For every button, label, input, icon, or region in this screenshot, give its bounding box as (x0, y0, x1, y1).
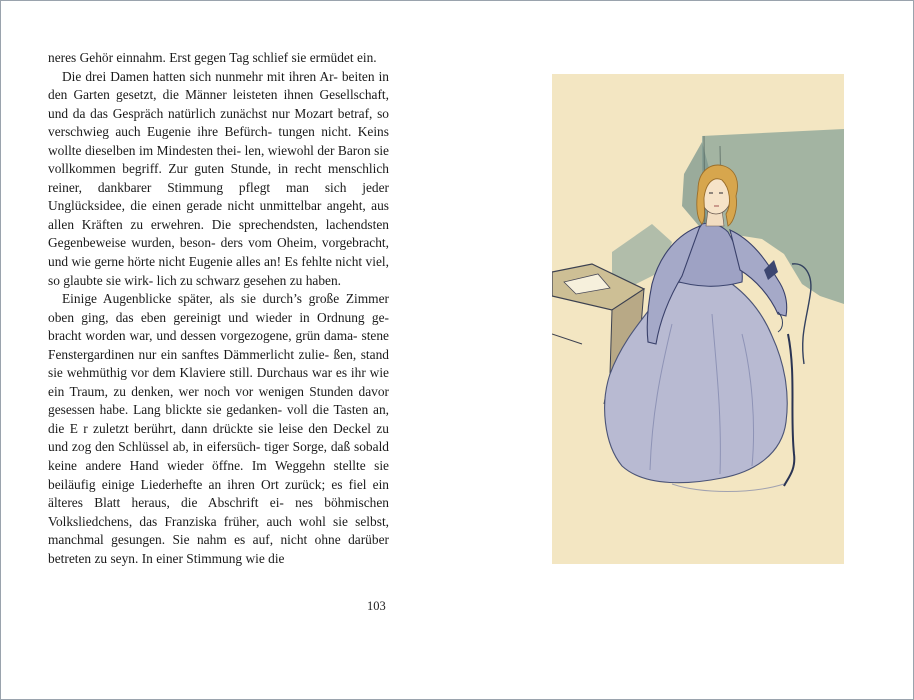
text-line: wohl sie selbst, manchmal gesungen. Sie nahm es auf, nicht (48, 513, 390, 548)
text-line: Stunden davor gesessen habe. Lang blickte sie gedanken- (48, 383, 389, 418)
text-line: bracht worden war, und dessen vorgezogene, grün dama- (48, 328, 358, 344)
desk-leg (552, 334, 610, 404)
text-line: Ort zurück; es fiel ein älteres Blatt heraus, die Abschrift ei- (48, 476, 390, 511)
text-line: Die drei Damen hatten sich nunmehr mit ihren Ar- (62, 68, 338, 84)
paragraph (48, 49, 389, 68)
text-line: Eugenie alles an! Es fehlte nicht viel, so glaubte sie wirk- (48, 254, 389, 288)
text-line: beiten in den Garten gesetzt, die Männer leisteten ihnen (48, 68, 389, 103)
woman-in-dress-illustration (552, 74, 844, 564)
text-line: ein. (356, 50, 377, 65)
text-line: sprechendsten, lachendsten Gegenbeweise wurden, beson- (48, 216, 389, 251)
text-line: pflegt man sich jeder Unglücksidee, die einen gerade nicht (48, 179, 389, 214)
floor-shadow (672, 484, 784, 492)
text-line: tungen nicht. Keins wollte dieselben im Mindesten thei- (48, 124, 389, 158)
text-line: Gesellschaft, und da das Gespräch natürlich zunächst nur (48, 87, 389, 121)
paragraph (48, 290, 389, 568)
text-line: oben ging, das eben gereinigt und wieder in Ordnung ge- (48, 309, 389, 325)
text-line: Mozart betraf, so verschwieg auch Eugenie ihre Befürch- (48, 105, 389, 140)
text-line: tiger Sorge, daß sobald keine andere Hand wieder öffne. Im (48, 439, 389, 474)
text-line: leise den Deckel zu und zog den Schlüssel ab, in eifersüch- (48, 420, 389, 455)
text-line: ders vom Oheim, vorgebracht, und wie gerne hörte nicht (48, 235, 389, 270)
text-line: voll die Tasten an, die E r zuletzt berührt, dann drückte sie (48, 402, 389, 436)
text-line: war es ihr wie ein Traum, zu denken, wer noch vor wenigen (48, 365, 389, 399)
text-line: len, wiewohl der Baron sie vollkommen begriff. Zur guten (48, 142, 389, 177)
text-line: unmittelbar angeht, aus allen Kräften zu erwehren. Die (48, 198, 389, 232)
text-line: Weggehn stellte sie beiläufig einige Liederhefte an ihren (48, 458, 389, 492)
text-line: neres Gehör einnahm. Erst gegen Tag schlief sie ermüdet (48, 50, 354, 65)
illustration-plate (552, 74, 844, 564)
text-line: ßen, stand sie wehmüthig vor dem Klaviere still. Durchaus (48, 346, 389, 381)
text-line: lich zu schwarz gesehen zu haben. (156, 272, 342, 288)
text-column (48, 49, 389, 568)
text-line: Einige Augenblicke später, als sie durch’s große Zimmer (62, 291, 389, 307)
text-line: nes böhmischen Volksliedchens, das Franziska früher, auch (48, 495, 389, 529)
paragraph (48, 68, 389, 291)
text-line: ohne darüber betreten zu seyn. In einer Stimmung wie die (48, 532, 389, 566)
text-line: Stunde, in recht menschlich reiner, dankbarer Stimmung (48, 161, 389, 195)
page-number: 103 (367, 599, 386, 613)
text-line: stene Fenstergardinen nur ein sanftes Dämmerlicht zulie- (48, 328, 389, 362)
